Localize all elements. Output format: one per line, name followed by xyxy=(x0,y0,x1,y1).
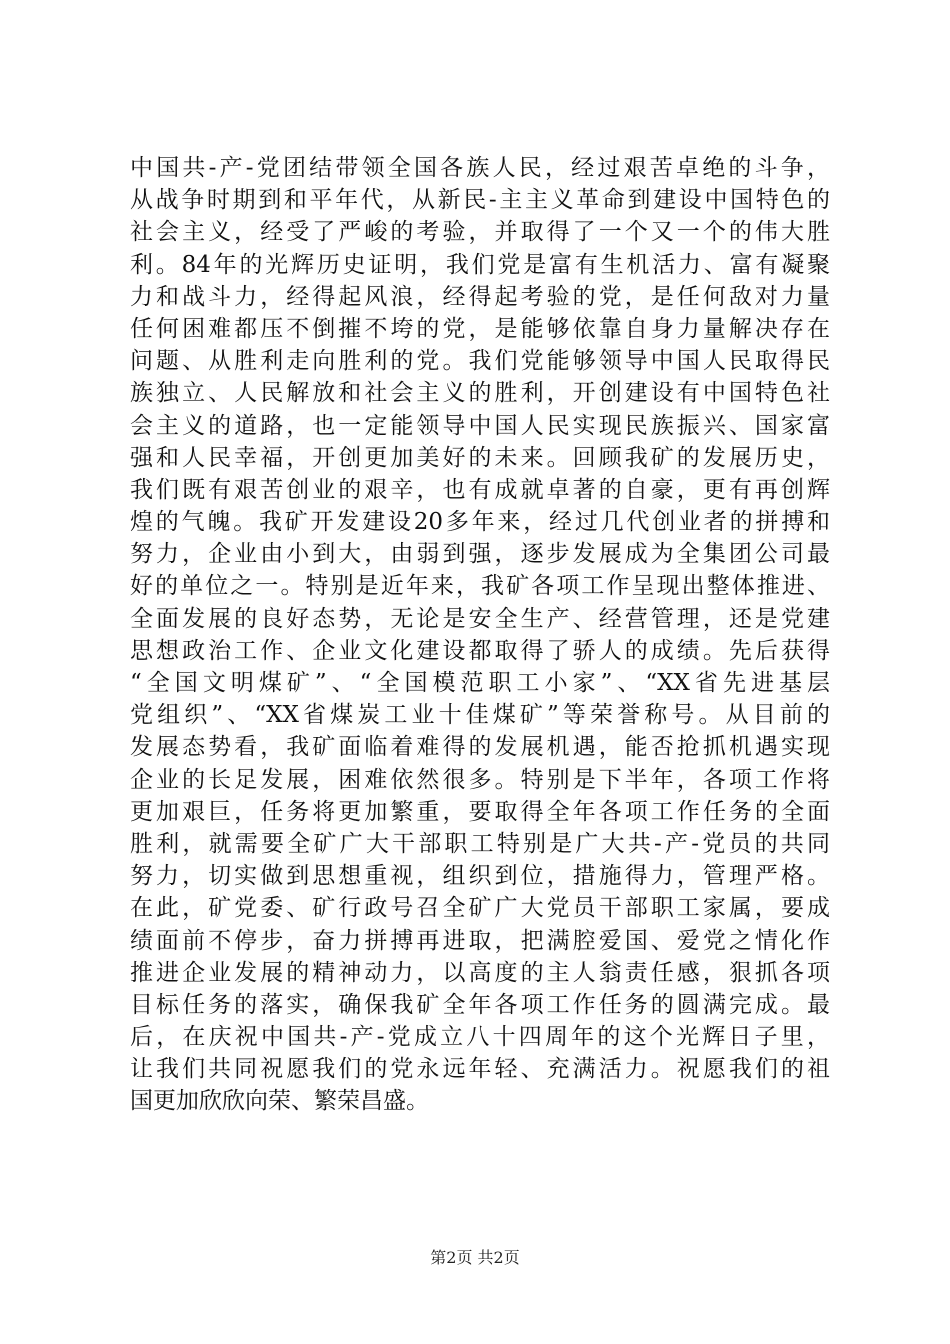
text-line: 全面发展的良好态势，无论是安全生产、经营管理，还是党建 xyxy=(130,605,830,632)
text-line: 在此，矿党委、矿行政号召全矿广大党员干部职工家属，要成 xyxy=(130,895,830,922)
text-line: 中国共-产-党团结带领全国各族人民，经过艰苦卓绝的斗争， xyxy=(130,155,830,181)
text-line: 好的单位之一。特别是近年来，我矿各项工作呈现出整体推进、 xyxy=(130,573,830,600)
text-line: 推进企业发展的精神动力，以高度的主人翁责任感，狠抓各项 xyxy=(130,959,830,986)
text-line: 社会主义，经受了严峻的考验，并取得了一个又一个的伟大胜 xyxy=(130,219,830,246)
text-line: 努力，企业由小到大，由弱到强，逐步发展成为全集团公司最 xyxy=(130,541,830,568)
text-line: 国更加欣欣向荣、繁荣昌盛。 xyxy=(130,1088,429,1115)
text-line: 会主义的道路，也一定能领导中国人民实现民族振兴、国家富 xyxy=(130,412,830,439)
text-line: 力和战斗力，经得起风浪，经得起考验的党，是任何敌对力量 xyxy=(130,283,830,310)
text-line: 发展态势看，我矿面临着难得的发展机遇，能否抢抓机遇实现 xyxy=(130,734,830,761)
text-line: 煌的气魄。我矿开发建设20多年来，经过几代创业者的拼搏和 xyxy=(130,509,830,536)
text-line: 企业的长足发展，困难依然很多。特别是下半年，各项工作将 xyxy=(130,766,830,793)
text-line: 问题、从胜利走向胜利的党。我们党能够领导中国人民取得民 xyxy=(130,348,830,375)
text-line: 党组织”、“XX省煤炭工业十佳煤矿”等荣誉称号。从目前的 xyxy=(130,702,830,729)
text-line: 努力，切实做到思想重视，组织到位，措施得力，管理严格。 xyxy=(130,863,830,890)
text-line: 胜利，就需要全矿广大干部职工特别是广大共-产-党员的共同 xyxy=(130,830,830,857)
text-line: 后，在庆祝中国共-产-党成立八十四周年的这个光辉日子里， xyxy=(130,1024,830,1051)
text-line: 更加艰巨，任务将更加繁重，要取得全年各项工作任务的全面 xyxy=(130,798,830,825)
text-line: 我们既有艰苦创业的艰辛，也有成就卓著的自豪，更有再创辉 xyxy=(130,476,830,503)
text-line: 强和人民幸福，开创更加美好的未来。回顾我矿的发展历史， xyxy=(130,444,830,471)
page-footer: 第2页 共2页 xyxy=(430,1248,520,1267)
text-line: 思想政治工作、企业文化建设都取得了骄人的成绩。先后获得 xyxy=(130,637,830,664)
text-line: 族独立、人民解放和社会主义的胜利，开创建设有中国特色社 xyxy=(130,380,830,407)
text-line: 绩面前不停步，奋力拼搏再进取，把满腔爱国、爱党之情化作 xyxy=(130,927,830,954)
text-line: 利。84年的光辉历史证明，我们党是富有生机活力、富有凝聚 xyxy=(130,251,830,278)
text-line: “全国文明煤矿”、“全国模范职工小家”、“XX省先进基层 xyxy=(130,670,830,696)
text-line: 从战争时期到和平年代，从新民-主主义革命到建设中国特色的 xyxy=(130,187,830,214)
text-line: 任何困难都压不倒摧不垮的党，是能够依靠自身力量解决存在 xyxy=(130,315,830,342)
text-line: 目标任务的落实，确保我矿全年各项工作任务的圆满完成。最 xyxy=(130,991,830,1018)
body-paragraph xyxy=(130,152,830,1118)
text-line: 让我们共同祝愿我们的党永远年轻、充满活力。祝愿我们的祖 xyxy=(130,1056,830,1083)
